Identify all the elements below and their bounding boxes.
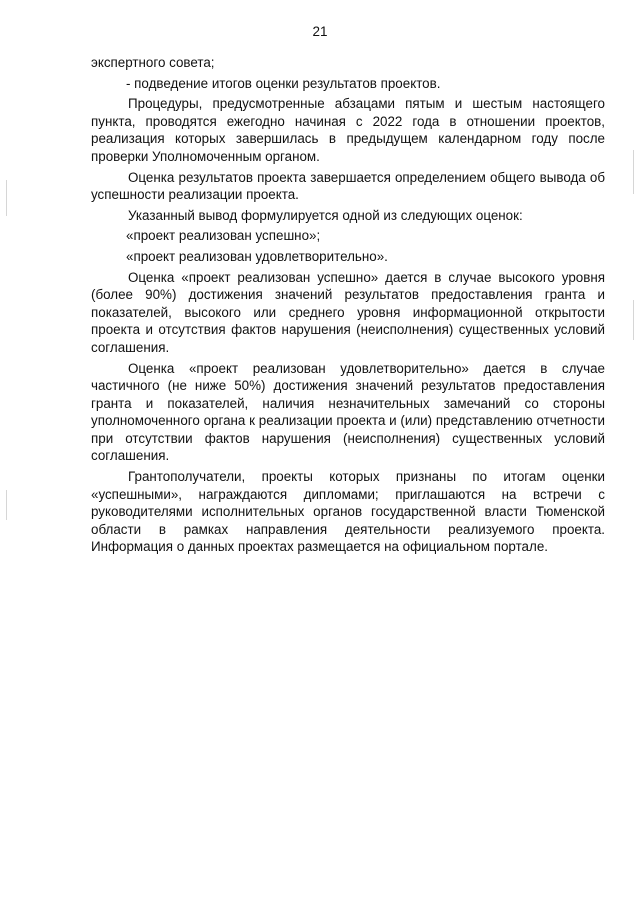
left-edge-scan-mark bbox=[6, 490, 7, 520]
left-edge-scan-mark bbox=[6, 180, 7, 216]
paragraph-procedures: Процедуры, предусмотренные абзацами пятым и шестым настоящего пункта, проводятся ежегодно начиная с 2022 года в отношении проектов, реализация которых завершилась в предыдущем календарном году после проверки Уполномоченным органом. bbox=[91, 96, 605, 164]
paragraph-option-satisfactory: «проект реализован удовлетворительно». bbox=[126, 248, 388, 264]
paragraph-option-success: «проект реализован успешно»; bbox=[126, 228, 321, 244]
document-body bbox=[91, 54, 605, 556]
paragraph-success-criteria: Оценка «проект реализован успешно» дается в случае высокого уровня (более 90%) достижения значений результатов предоставления гранта и показателей, высокого или среднего уровня информационной открытости проекта и отсутствия фактов нарушения (неисполнения) существенных условий соглашения. bbox=[91, 269, 605, 355]
paragraph-satisfactory-criteria: Оценка «проект реализован удовлетворительно» дается в случае частичного (не ниже 50%) достижения значений результатов предоставления гранта и показателей, наличия незначительных замечаний со стороны уполномоченного органа к реализации проекта и (или) представлению отчетности при отсутствии фактов нарушения (неисполнения) существенных условий соглашения. bbox=[91, 360, 605, 464]
paragraph-conclusion-options: Указанный вывод формулируется одной из следующих оценок: bbox=[128, 207, 523, 223]
right-edge-scan-mark bbox=[633, 150, 634, 194]
paragraph-list-item: - подведение итогов оценки результатов проектов. bbox=[126, 75, 441, 91]
right-edge-scan-mark bbox=[633, 300, 634, 340]
page-number: 21 bbox=[312, 24, 328, 39]
paragraph-grant-recipients: Грантополучатели, проекты которых признаны по итогам оценки «успешными», награждаются дипломами; приглашаются на встречи с руководителями исполнительных органов государственной власти Тюменской области в рамках направления деятельности реализуемого проекта. Информация о данных проектах размещается на официальном портале. bbox=[91, 469, 605, 555]
paragraph-continuation: экспертного совета; bbox=[91, 55, 215, 70]
paragraph-evaluation-conclusion: Оценка результатов проекта завершается определением общего вывода об успешности реализации проекта. bbox=[91, 169, 605, 203]
